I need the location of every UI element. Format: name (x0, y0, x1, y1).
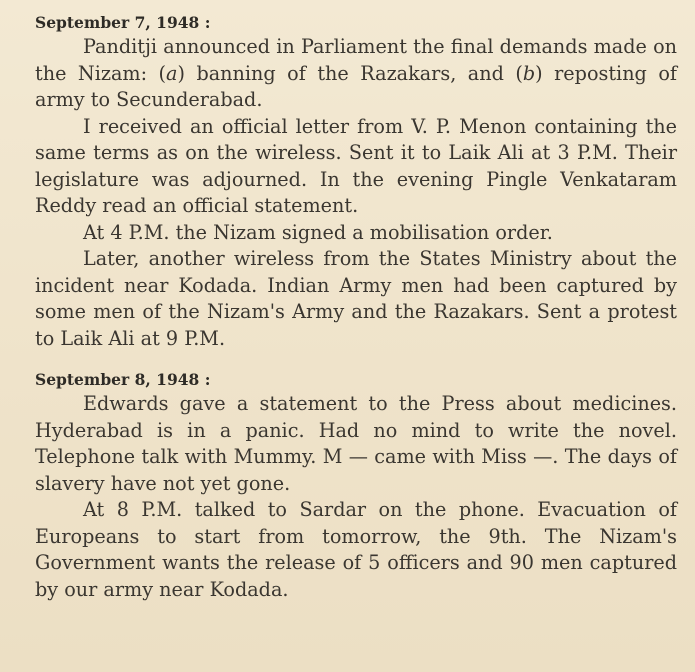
entry-paragraph: Later, another wireless from the States Ministry about the incident near Kodada. Indian Army men had been captured by some men of the Nizam's Army and the Razakars. Sent a protest to Laik Ali at 9 P.M. (35, 247, 677, 350)
diary-entry-sept-7 (35, 12, 677, 352)
entry-paragraph: At 8 P.M. talked to Sardar on the phone. Evacuation of Europeans to start from tomorrow, the 9th. The Nizam's Government wants the release of 5 officers and 90 men captured by our army near Kodada. (35, 498, 677, 601)
entry-paragraph: Edwards gave a statement to the Press about medicines. Hyderabad is in a panic. Had no mind to write the novel. Telephone talk with Mummy. M — came with Miss —. The days of slavery have not yet gone. (35, 392, 677, 495)
entry-date: September 8, 1948 : (35, 370, 211, 389)
entry-paragraph: Panditji announced in Parliament the final demands made on the Nizam: (a) banning of the Razakars, and (b) reposting of army to Secunderabad. (35, 35, 677, 111)
entry-paragraph: I received an official letter from V. P. Menon containing the same terms as on the wireless. Sent it to Laik Ali at 3 P.M. Their legislature was adjourned. In the evening Pingle Venkataram Reddy read an official statement. (35, 114, 677, 217)
entry-paragraph: At 4 P.M. the Nizam signed a mobilisation order. (83, 220, 553, 244)
diary-entry-sept-8 (35, 369, 677, 603)
entry-date: September 7, 1948 : (35, 13, 211, 32)
